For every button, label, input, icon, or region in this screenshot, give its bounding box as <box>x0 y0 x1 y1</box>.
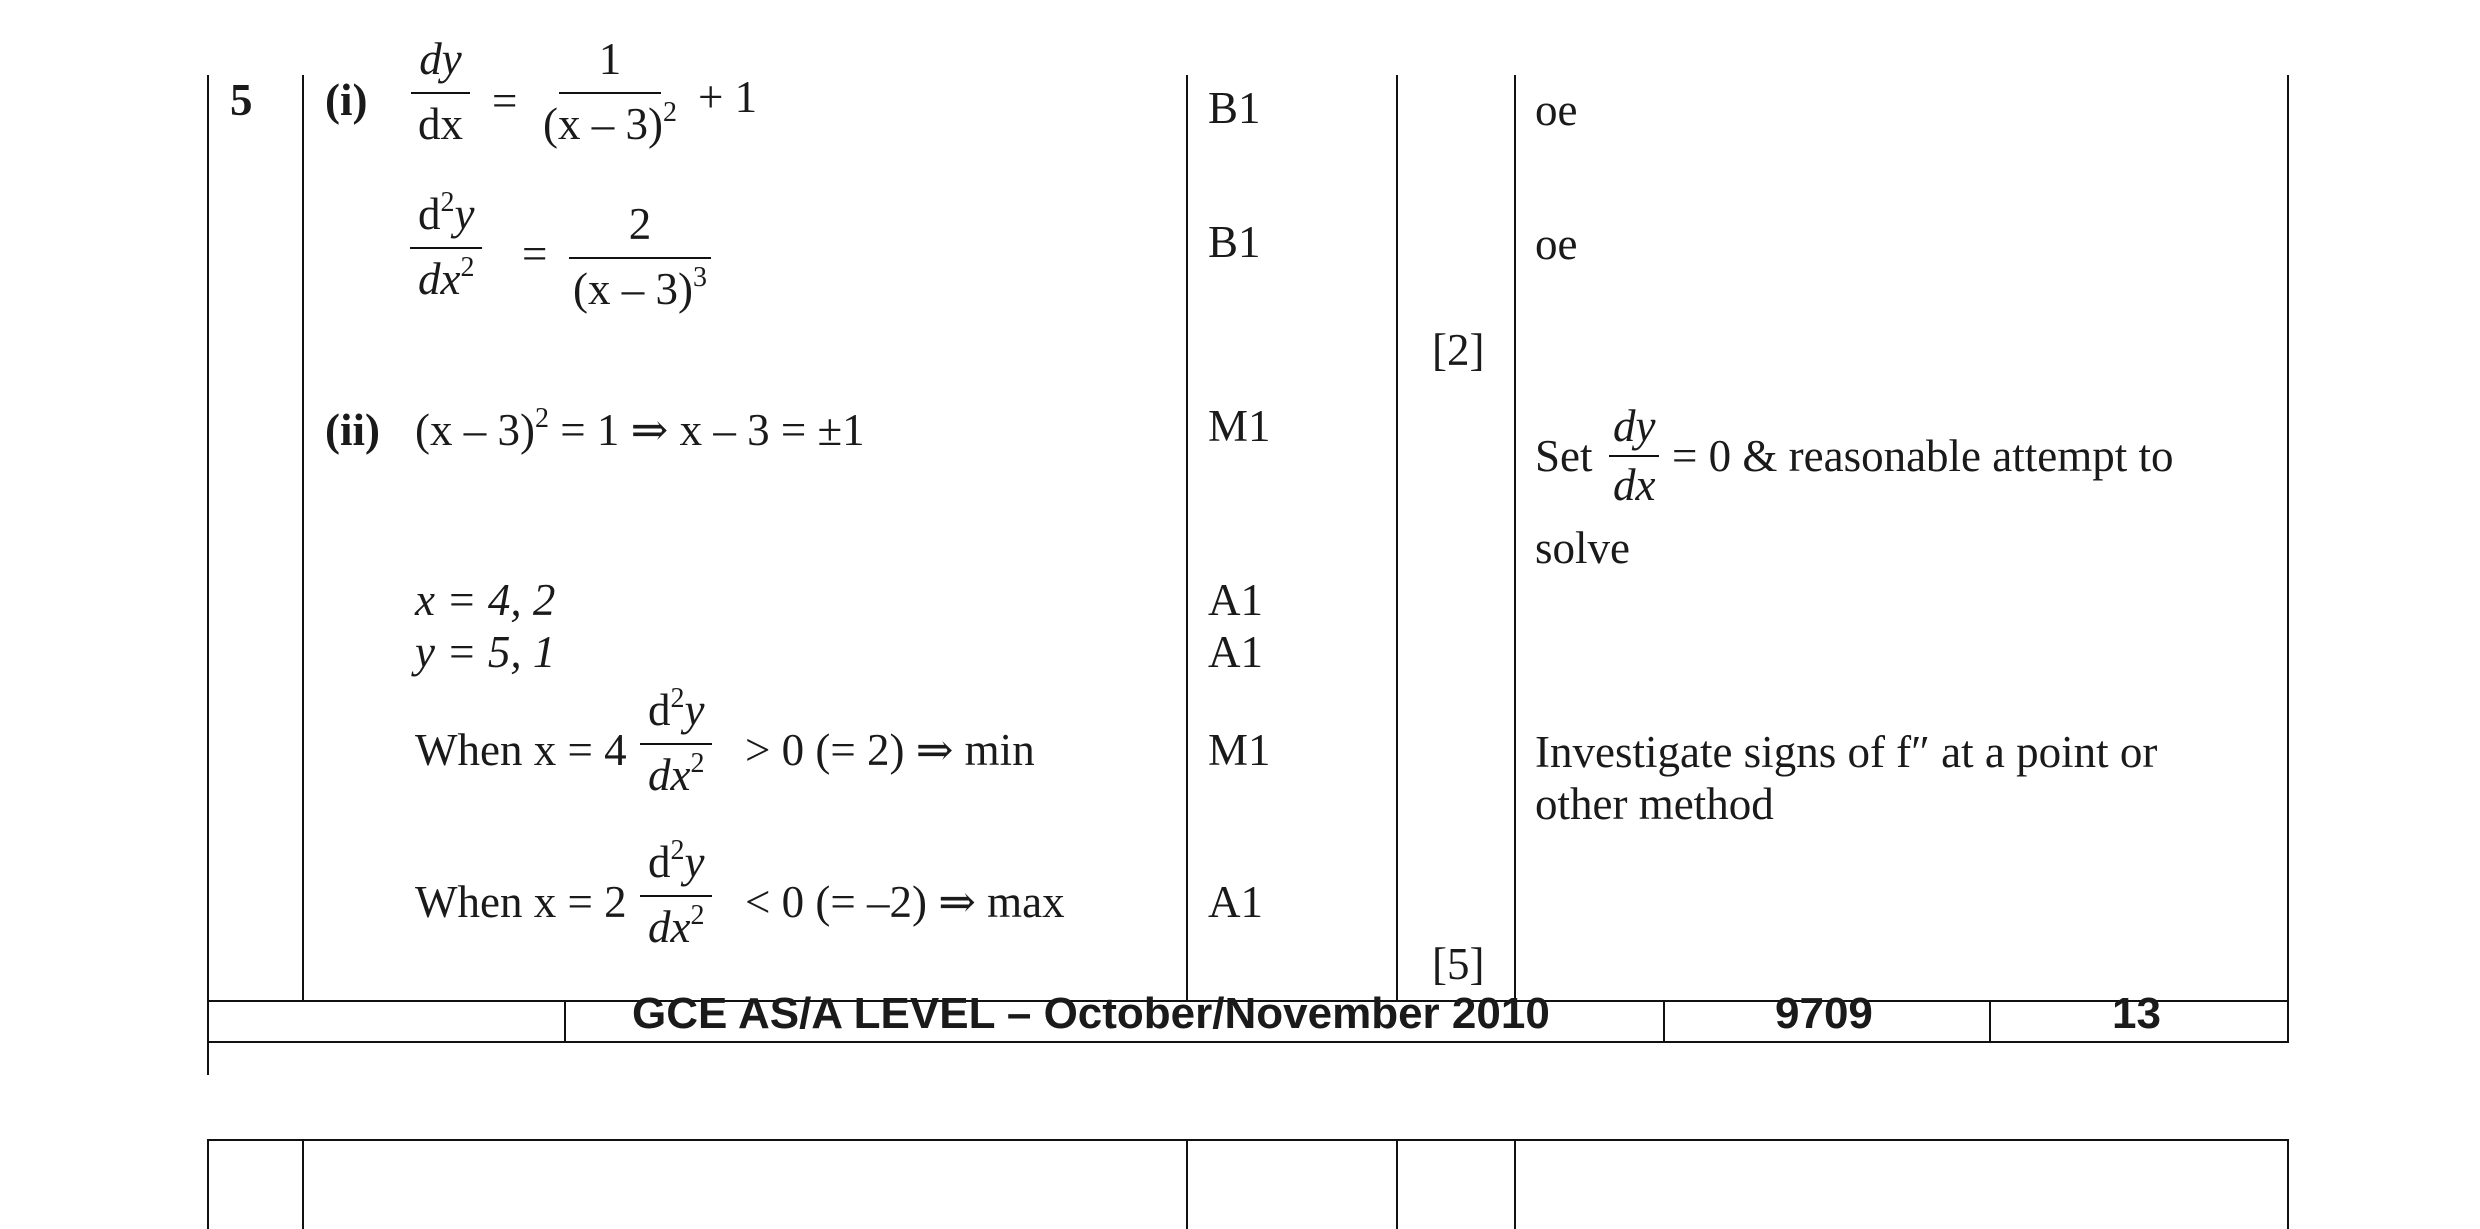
first-deriv-lhs-den: dx <box>418 99 463 149</box>
guidance-set-suffix: = 0 & reasonable attempt to <box>1672 431 2174 481</box>
max-dx: dx <box>648 902 691 952</box>
solve-equation <box>415 403 865 455</box>
min-dx-exp: 2 <box>690 748 705 779</box>
second-deriv-y: y <box>454 189 475 239</box>
total-part-ii: [5] <box>1432 939 1485 989</box>
min-d: d <box>648 685 671 735</box>
max-d: d <box>648 837 671 887</box>
first-deriv-rhs-den: (x – 3) <box>543 99 663 149</box>
x-values: x = 4, 2 <box>415 575 556 625</box>
footer-divider-3 <box>1989 1000 1991 1043</box>
next-table-col-3 <box>1396 1139 1398 1229</box>
min-y: y <box>684 685 705 735</box>
footer-divider-1 <box>564 1000 566 1043</box>
first-deriv-rhs-num: 1 <box>559 37 662 94</box>
guidance-set-line2: solve <box>1535 523 1630 573</box>
part-i-label: (i) <box>325 75 368 125</box>
first-deriv-equals: = <box>492 76 518 126</box>
second-deriv-lhs <box>410 187 482 304</box>
column-divider-guidance <box>1514 75 1516 1000</box>
mark-1: B1 <box>1208 83 1261 133</box>
second-deriv-rhs-num: 2 <box>569 202 712 259</box>
second-deriv-rhs <box>565 199 715 314</box>
next-table-right <box>2287 1139 2289 1229</box>
max-line-second-derivative <box>640 835 712 952</box>
next-table-col-1 <box>302 1139 304 1229</box>
footer-divider-2 <box>1663 1000 1665 1043</box>
footer-bottom-line <box>207 1041 2289 1043</box>
exam-session-title: GCE AS/A LEVEL – October/November 2010 <box>632 989 1550 1038</box>
guidance-set-num: dy <box>1613 401 1656 451</box>
next-table-col-4 <box>1514 1139 1516 1229</box>
max-y: y <box>684 837 705 887</box>
second-deriv-equals: = <box>522 229 548 279</box>
min-line-suffix: > 0 (= 2) ⇒ min <box>745 725 1035 775</box>
guidance-set-prefix: Set <box>1535 431 1593 481</box>
column-divider-question <box>302 75 304 1000</box>
solve-rhs: = 1 ⇒ x – 3 = ±1 <box>548 405 865 455</box>
second-deriv-d: d <box>418 189 441 239</box>
mark-2: B1 <box>1208 217 1261 267</box>
mark-3: M1 <box>1208 401 1271 451</box>
max-dx-exp: 2 <box>690 900 705 931</box>
column-divider-marks <box>1186 75 1188 1000</box>
next-table-left <box>207 1139 209 1229</box>
second-deriv-rhs-den: (x – 3) <box>573 264 693 314</box>
mark-5: A1 <box>1208 627 1263 677</box>
y-values: y = 5, 1 <box>415 627 556 677</box>
first-deriv-tail: + 1 <box>698 72 758 122</box>
second-deriv-dx: dx <box>418 254 461 304</box>
max-d-exp: 2 <box>670 835 685 866</box>
mark-4: A1 <box>1208 575 1263 625</box>
second-deriv-dx-exp: 2 <box>460 252 475 283</box>
second-deriv-d-exp: 2 <box>440 187 455 218</box>
min-d-exp: 2 <box>670 683 685 714</box>
first-derivative-expression <box>410 34 810 165</box>
guidance-oe-2: oe <box>1535 219 1578 269</box>
total-part-i: [2] <box>1432 325 1485 375</box>
syllabus-code: 9709 <box>1775 989 1873 1038</box>
part-ii-label: (ii) <box>325 405 380 455</box>
question-number: 5 <box>230 75 253 125</box>
solve-lhs-exp: 2 <box>534 403 549 434</box>
guidance-investigate-line2: other method <box>1535 779 1774 829</box>
min-line-prefix: When x = 4 <box>415 725 627 775</box>
guidance-oe-1: oe <box>1535 85 1578 135</box>
table-right-border <box>2287 75 2289 1043</box>
next-table-top-line <box>207 1139 2289 1141</box>
guidance-investigate-line1: Investigate signs of f″ at a point or <box>1535 727 2158 777</box>
max-line-prefix: When x = 2 <box>415 877 627 927</box>
min-line-second-derivative <box>640 683 712 800</box>
first-deriv-lhs-num: dy <box>419 34 462 84</box>
first-deriv-rhs-exp: 2 <box>662 97 677 128</box>
second-deriv-rhs-exp: 3 <box>692 262 707 293</box>
guidance-set-fraction <box>1605 401 1663 510</box>
max-line-suffix: < 0 (= –2) ⇒ max <box>745 877 1065 927</box>
guidance-set-den: dx <box>1613 460 1656 510</box>
table-left-border <box>207 75 209 1075</box>
column-divider-totals <box>1396 75 1398 1000</box>
min-dx: dx <box>648 750 691 800</box>
paper-number: 13 <box>2112 989 2161 1038</box>
mark-6: M1 <box>1208 725 1271 775</box>
solve-lhs: (x – 3) <box>415 405 535 455</box>
mark-7: A1 <box>1208 877 1263 927</box>
next-table-col-2 <box>1186 1139 1188 1229</box>
